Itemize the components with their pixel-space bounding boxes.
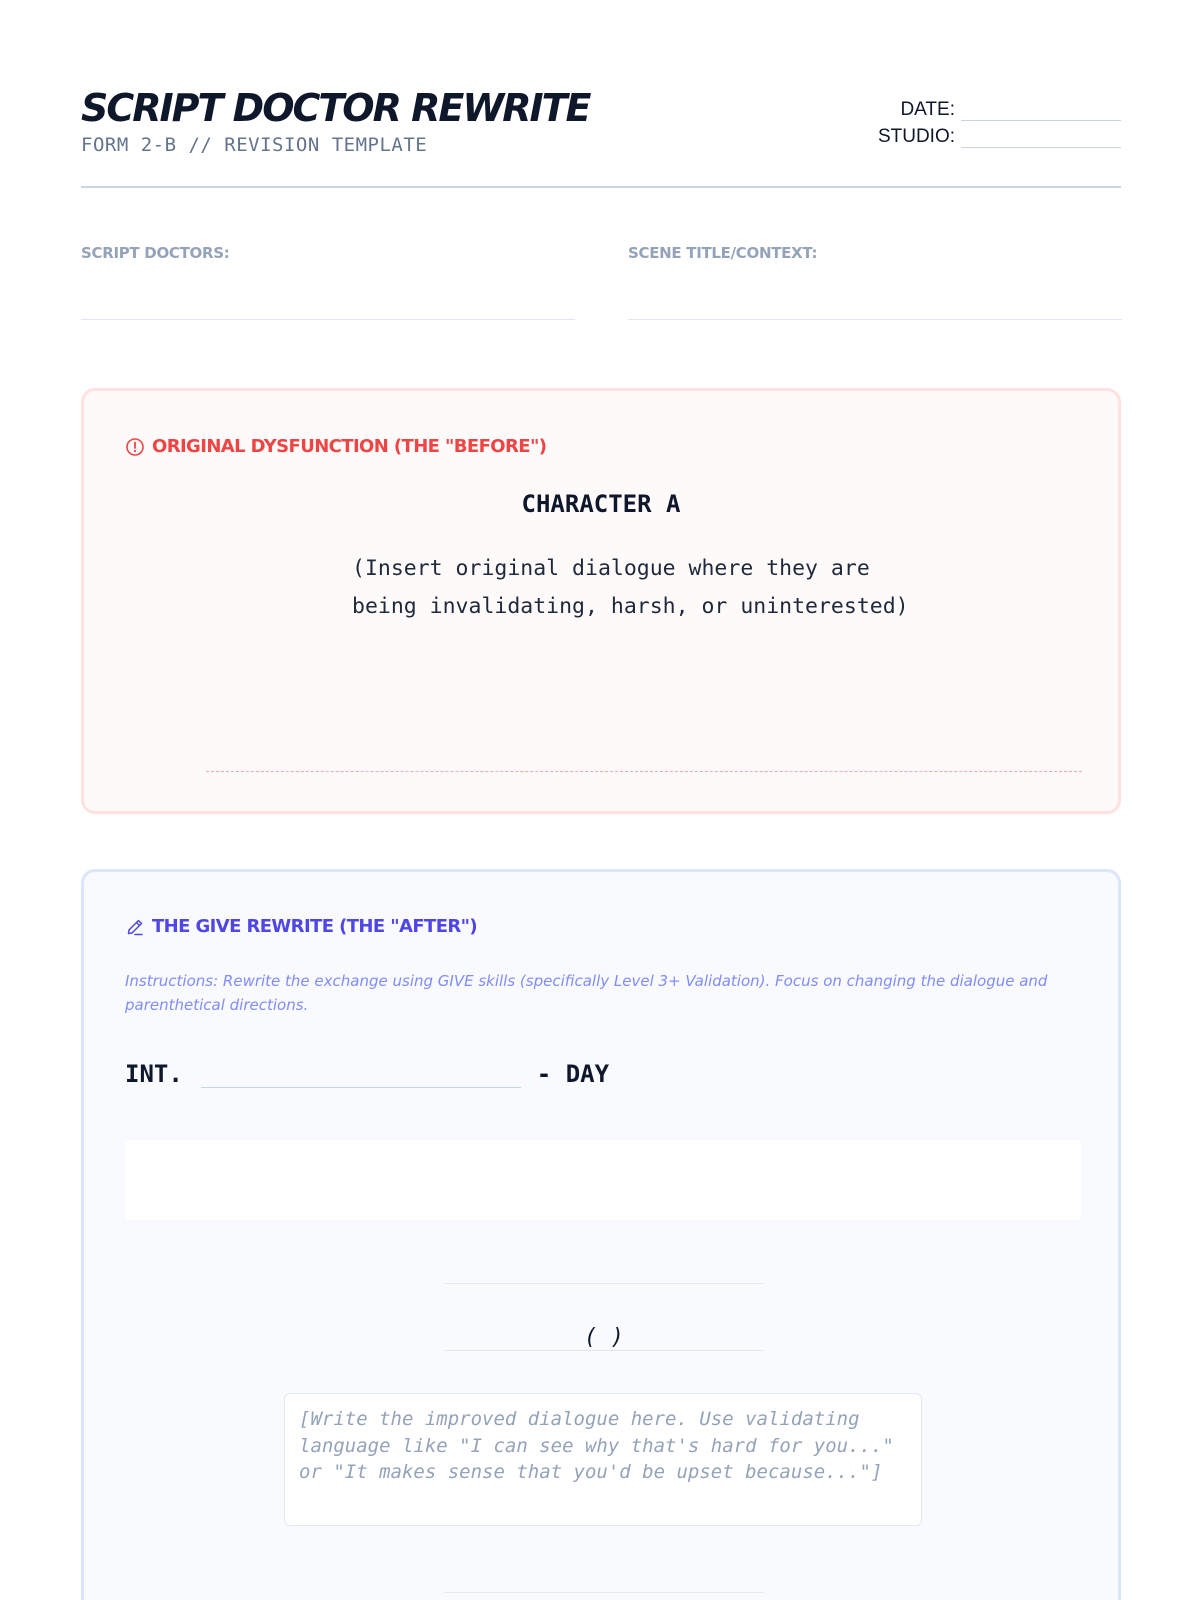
date-field[interactable] <box>961 101 1121 121</box>
instructions-text: Instructions: Rewrite the exchange using GIVE skills (specifically Level 3+ Validation). Focus on changing the dialogue and parenthetical directions. <box>125 972 1048 1014</box>
before-section <box>81 388 1121 814</box>
slug-int: INT. <box>125 1060 183 1088</box>
meta-fields <box>861 94 1121 148</box>
script-doctors-label: SCRIPT DOCTORS: <box>81 244 230 262</box>
slug-day: - DAY <box>536 1060 610 1088</box>
before-title: ORIGINAL DYSFUNCTION (THE "BEFORE") <box>152 436 547 457</box>
location-field[interactable] <box>201 1066 521 1088</box>
date-label: DATE: <box>900 99 955 120</box>
page-title: SCRIPT DOCTOR REWRITE <box>81 86 590 130</box>
after-title: THE GIVE REWRITE (THE "AFTER") <box>152 916 478 937</box>
alert-circle-icon <box>125 437 145 457</box>
scene-slugline <box>125 1060 609 1088</box>
parenthetical-field[interactable]: ( ) <box>444 1327 764 1351</box>
dashed-divider <box>206 771 1082 772</box>
action-field[interactable] <box>125 1140 1081 1220</box>
character-name: CHARACTER A <box>521 490 681 518</box>
form-subtitle: FORM 2-B // REVISION TEMPLATE <box>81 134 428 156</box>
next-character-field[interactable] <box>444 1592 764 1593</box>
page-header <box>81 80 1121 188</box>
script-doctors-field[interactable] <box>81 319 575 320</box>
after-heading <box>125 916 477 937</box>
after-section <box>81 869 1121 1600</box>
character-name-field[interactable] <box>444 1283 764 1284</box>
date-row <box>861 94 1121 121</box>
before-heading <box>125 436 546 457</box>
scene-title-field[interactable] <box>628 319 1122 320</box>
studio-row <box>861 121 1121 148</box>
scene-title-label: SCENE TITLE/CONTEXT: <box>628 244 818 262</box>
dialogue-input[interactable]: [Write the improved dialogue here. Use validating language like "I can see why that's hard for you..." or "It makes sense that you'd be upset because..."] <box>284 1393 922 1526</box>
studio-label: STUDIO: <box>877 126 955 147</box>
pencil-icon <box>125 917 145 937</box>
studio-field[interactable] <box>961 128 1121 148</box>
original-dialogue[interactable]: (Insert original dialogue where they are being invalidating, harsh, or uninterested) <box>352 556 909 619</box>
